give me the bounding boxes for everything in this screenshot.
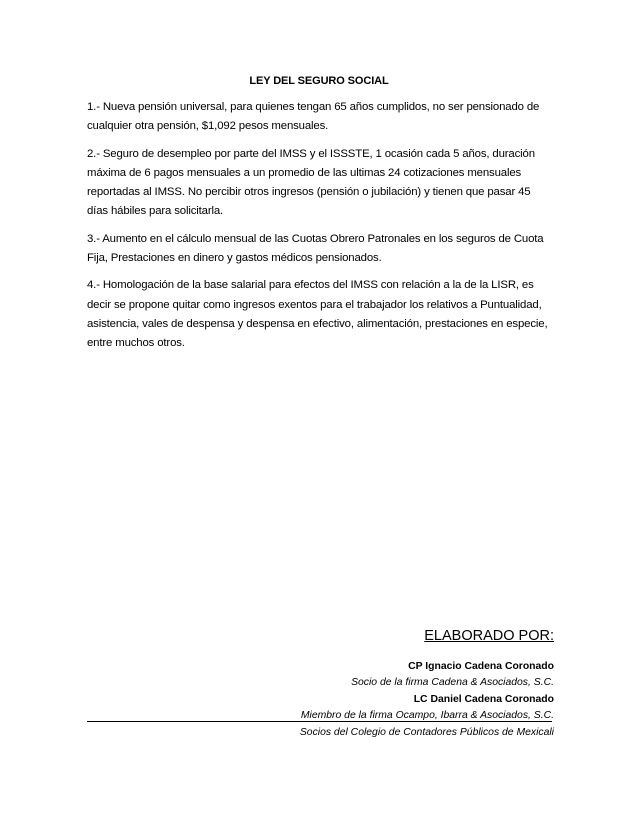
document-title: LEY DEL SEGURO SOCIAL bbox=[249, 75, 389, 87]
document-body bbox=[87, 98, 553, 362]
paragraph-2: 2.- Seguro de desempleo por parte del IMSS y el ISSSTE, 1 ocasión cada 5 años, duración máxima de 6 pagos mensuales a un promedio de las ultimas 24 cotizaciones mensuales reportadas al IMSS. No percibir otros ingresos (pensión o jubilación) y tienen que pasar 45 días hábiles para solicitarla. bbox=[87, 147, 535, 218]
signer-role-2: Miembro de la firma Ocampo, Ibarra & Asociados, S.C. bbox=[300, 710, 554, 722]
paragraph-3: 3.- Aumento en el cálculo mensual de las Cuotas Obrero Patronales en los seguros de Cuota Fija, Prestaciones en dinero y gastos médicos pensionados. bbox=[87, 232, 544, 265]
signer-name-2: LC Daniel Cadena Coronado bbox=[413, 693, 554, 705]
paragraph-4: 4.- Homologación de la base salarial para efectos del IMSS con relación a la de la LISR, es decir se propone quitar como ingresos exentos para el trabajador los relativos a Puntualidad, asistencia, vales de despensa y despensa en efectivo, alimentación, prestaciones en especie, entre muchos otros. bbox=[87, 279, 548, 350]
elaborado-heading: ELABORADO POR: bbox=[424, 628, 554, 644]
signer-role-1: Socio de la firma Cadena & Asociados, S.C. bbox=[351, 677, 554, 689]
signer-name-1: CP Ignacio Cadena Coronado bbox=[408, 661, 554, 672]
paragraph-1: 1.- Nueva pensión universal, para quienes tengan 65 años cumplidos, no ser pensionado de cualquier otra pensión, $1,092 pesos mensuales. bbox=[87, 101, 540, 133]
signature-block bbox=[154, 626, 554, 741]
signer-role-3: Socios del Colegio de Contadores Públicos de Mexicali bbox=[299, 726, 554, 738]
signature-divider bbox=[87, 721, 552, 722]
